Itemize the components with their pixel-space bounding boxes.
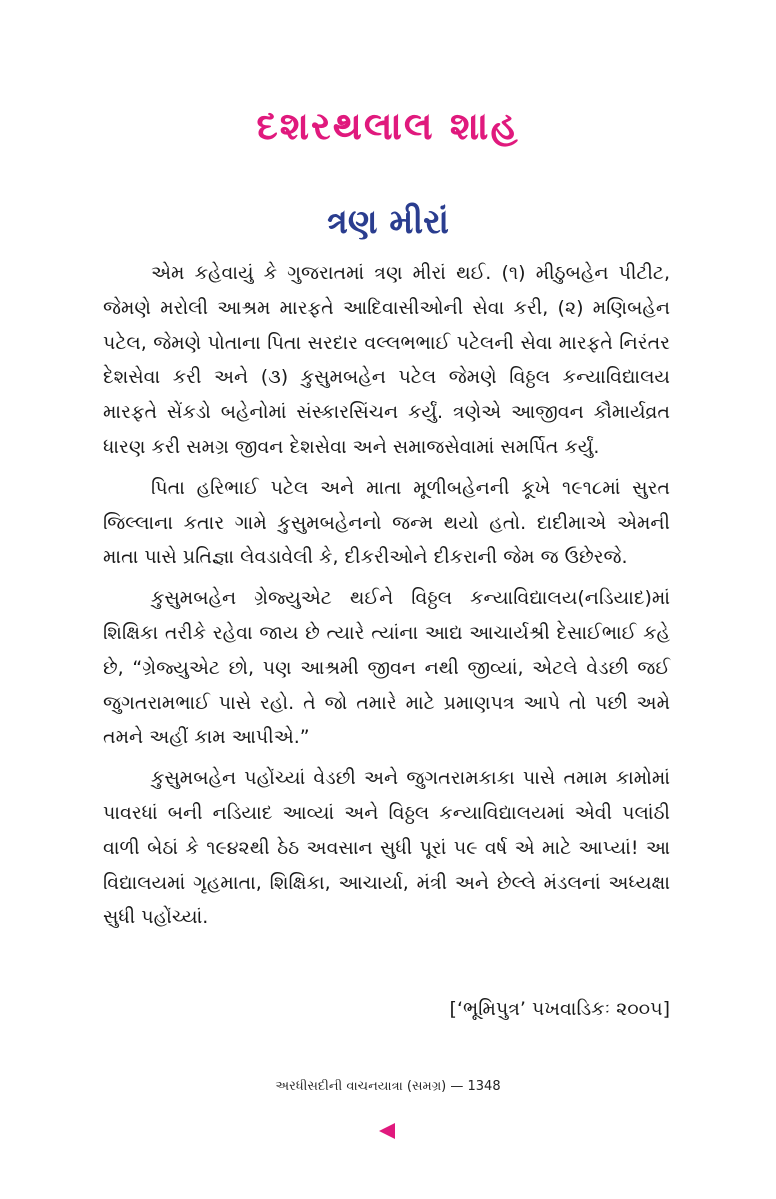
author-name: દશરથલાલ શાહ bbox=[256, 104, 520, 148]
paragraph-2: પિતા હરિભાઈ પટેલ અને માતા મૂળીબહેનની કૂખે ૧૯૧૮માં સુરત જિલ્લાના કતાર ગામે કુસુમબહેનનો જન્મ થયો હતો. દાદીમાએ એમની માતા પાસે પ્રતિજ્ઞા લેવડાવેલી કે, દીકરીઓને દીકરાની જેમ જ ઉછેરજે. bbox=[103, 476, 670, 569]
paragraph-1: એમ કહેવાયું કે ગુજરાતમાં ત્રણ મીરાં થઈ. (૧) મીઠુબહેન પીટીટ, જેમણે મરોલી આશ્રમ મારફતે આદિવાસીઓની સેવા કરી, (૨) મણિબહેન પટેલ, જેમણે પોતાના પિતા સરદાર વલ્લભભાઈ પટેલની સેવા મારફતે નિરંતર દેશસેવા કરી અને (૩) કુસુમબહેન પટેલ જેમણે વિઠ્ઠલ કન્યાવિદ્યાલય મારફતે સેંકડો બહેનોમાં સંસ્કારસિંચન કર્યું. ત્રણેએ આજીવન કૌમાર્યવ્રત ધારણ કરી સમગ્ર જીવન દેશસેવા અને સમાજસેવામાં સમર્પિત કર્યું. bbox=[103, 262, 670, 458]
paragraph-4: કુસુમબહેન પહોંચ્યાં વેડછી અને જુગતરામકાકા પાસે તમામ કામોમાં પાવરધાં બની નડિયાદ આવ્યાં અને વિઠ્ઠલ કન્યાવિદ્યાલયમાં એવી પલાંઠી વાળી બેઠાં કે ૧૯૪૨થી ઠેઠ અવસાન સુધી પૂરાં ૫૯ વર્ષ એ માટે આપ્યાં! આ વિદ્યાલયમાં ગૃહમાતા, શિક્ષિકા, આચાર્યા, મંત્રી અને છેલ્લે મંડલનાં અધ્યક્ષા સુધી પહોંચ્યાં. bbox=[103, 767, 670, 929]
article-body bbox=[103, 256, 670, 941]
paragraph-3: કુસુમબહેન ગ્રેજ્યુએટ થઈને વિઠ્ઠલ કન્યાવિદ્યાલય(નડિયાદ)માં શિક્ષિકા તરીકે રહેવા જાય છે ત્યારે ત્યાંના આદ્ય આચાર્યશ્રી દેસાઈભાઈ કહે છે, “ગ્રેજ્યુએટ છો, પણ આશ્રમી જીવન નથી જીવ્યાં, એટલે વેડછી જઈ જુગતરામભાઈ પાસે રહો. તે જો તમારે માટે પ્રમાણપત્ર આપે તો પછી અમે તમને અહીં કામ આપીએ.” bbox=[103, 587, 670, 749]
left-triangle-arrow-icon bbox=[377, 1122, 397, 1140]
page-footer: અરધીસદીની વાચનયાત્રા (સમગ્ર) — 1348 bbox=[275, 1079, 501, 1094]
article-title: ત્રણ મીરાં bbox=[326, 202, 450, 242]
source-citation: [‘ભૂમિપુત્ર’ પખવાડિકઃ ૨૦૦૫] bbox=[449, 998, 670, 1020]
previous-page-button[interactable] bbox=[377, 1122, 397, 1140]
